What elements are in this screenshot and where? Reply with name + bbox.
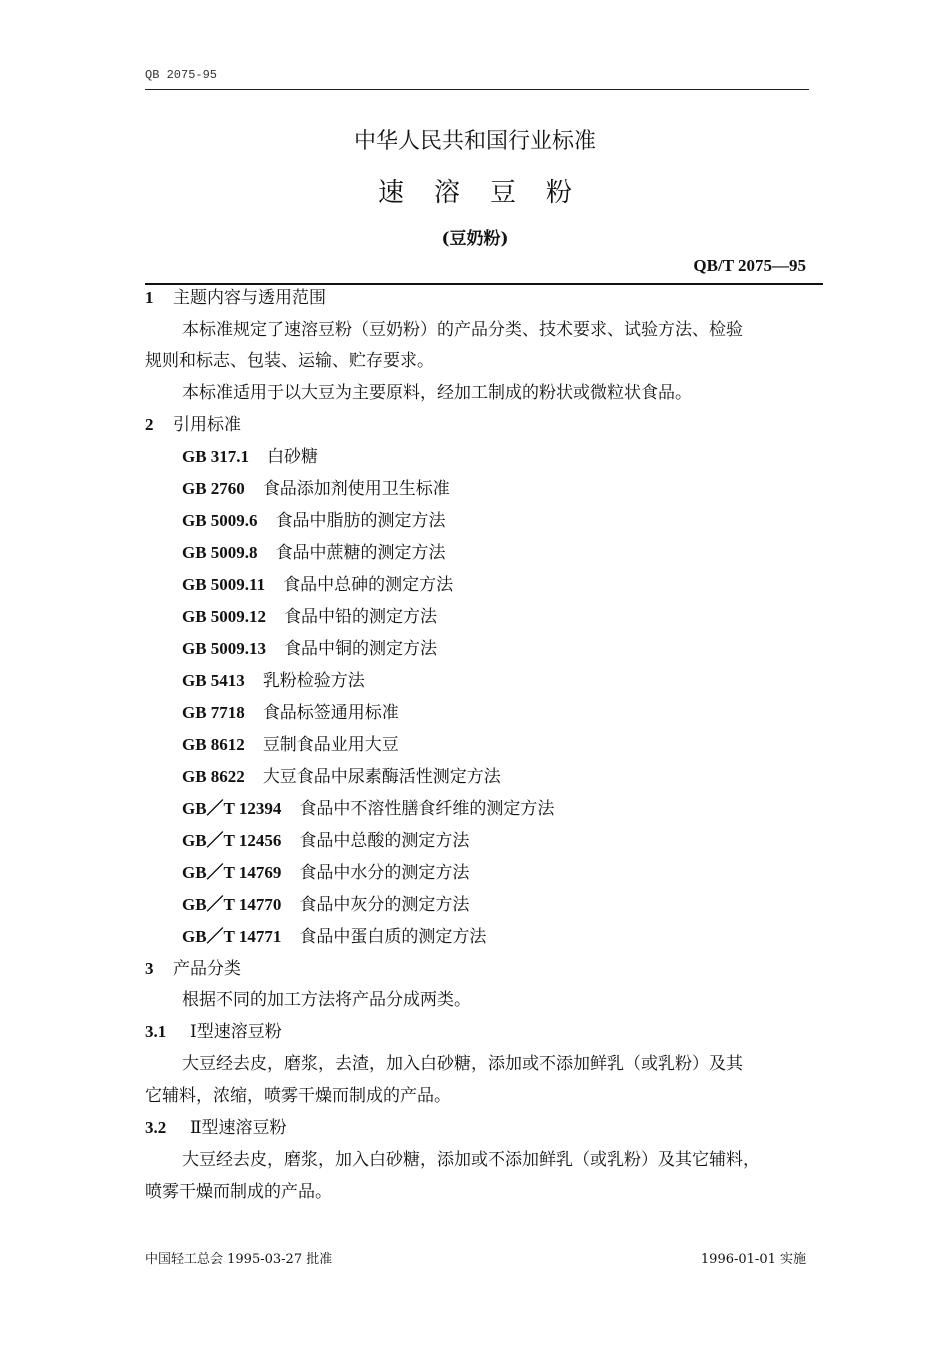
reference-title: 豆制食品业用大豆 <box>262 735 399 755</box>
reference-item <box>182 543 446 563</box>
reference-item <box>182 703 399 723</box>
reference-title: 食品中铅的测定方法 <box>284 607 438 627</box>
reference-code: GB 5413 <box>182 671 245 690</box>
reference-title: 食品中不溶性膳食纤维的测定方法 <box>299 799 555 819</box>
reference-item <box>182 831 469 851</box>
paragraph-line: 它辅料，浓缩，喷雾干燥而制成的产品。 <box>145 1086 451 1106</box>
reference-title: 食品添加剂使用卫生标准 <box>262 479 450 499</box>
paragraph-line: 本标准适用于以大豆为主要原料，经加工制成的粉状或微粒状食品。 <box>182 383 692 403</box>
reference-item <box>182 927 486 947</box>
reference-item <box>182 863 469 883</box>
reference-title: 白砂糖 <box>267 447 319 467</box>
section-number: 3 <box>145 959 154 978</box>
effective-date: 1996-01-01 实施 <box>700 1252 806 1267</box>
standard-number: QB/T 2075—95 <box>693 256 806 275</box>
section-2-heading <box>145 415 241 435</box>
document-title: 速溶豆粉 <box>377 178 602 208</box>
paragraph-line: 大豆经去皮，磨浆，去渣，加入白砂糖，添加或不添加鲜乳（或乳粉）及其 <box>182 1054 743 1074</box>
reference-item <box>182 607 437 627</box>
approval-note: 中国轻工总会 1995-03-27 批准 <box>145 1252 333 1267</box>
paragraph-line: 本标准规定了速溶豆粉（豆奶粉）的产品分类、技术要求、试验方法、检验 <box>182 320 743 340</box>
reference-code: GB 2760 <box>182 479 245 498</box>
standard-type-heading: 中华人民共和国行业标准 <box>353 129 596 154</box>
reference-item <box>182 767 501 787</box>
document-subtitle: (豆奶粉) <box>441 229 509 249</box>
reference-code: GB／T 14769 <box>182 863 282 882</box>
reference-code: GB 5009.6 <box>182 511 258 530</box>
reference-title: 食品中铜的测定方法 <box>284 639 438 659</box>
reference-code: GB／T 12394 <box>182 799 282 818</box>
section-title: 引用标准 <box>173 415 241 435</box>
reference-item <box>182 735 399 755</box>
section-title: 产品分类 <box>173 959 241 979</box>
subsection-3-2-heading <box>145 1118 287 1138</box>
paragraph-line: 规则和标志、包装、运输、贮存要求。 <box>145 351 434 371</box>
section-3-heading <box>145 959 241 979</box>
paragraph-line: 根据不同的加工方法将产品分成两类。 <box>182 990 471 1010</box>
reference-code: GB／T 14770 <box>182 895 282 914</box>
reference-code: GB 5009.11 <box>182 575 266 594</box>
reference-code: GB 8612 <box>182 735 245 754</box>
reference-item <box>182 479 450 499</box>
reference-item <box>182 575 453 595</box>
reference-item <box>182 511 446 531</box>
reference-title: 大豆食品中尿素酶活性测定方法 <box>262 767 501 787</box>
subsection-title: Ⅱ型速溶豆粉 <box>190 1118 287 1138</box>
reference-title: 乳粉检验方法 <box>262 671 365 691</box>
reference-code: GB 5009.8 <box>182 543 258 562</box>
reference-code: GB 5009.12 <box>182 607 267 626</box>
reference-code: GB 8622 <box>182 767 245 786</box>
subsection-number: 3.2 <box>145 1118 167 1137</box>
section-title: 主题内容与透用范围 <box>173 288 326 308</box>
reference-item <box>182 671 365 691</box>
header-divider <box>145 89 809 90</box>
section-number: 2 <box>145 415 154 434</box>
paragraph-line: 喷雾干燥而制成的产品。 <box>145 1182 332 1202</box>
header-code: QB 2075-95 <box>145 68 218 82</box>
reference-title: 食品中灰分的测定方法 <box>299 895 470 915</box>
reference-title: 食品标签通用标准 <box>262 703 399 723</box>
reference-title: 食品中水分的测定方法 <box>299 863 470 883</box>
subsection-title: Ⅰ型速溶豆粉 <box>190 1022 282 1042</box>
reference-code: GB 7718 <box>182 703 245 722</box>
reference-item <box>182 447 318 467</box>
reference-code: GB 317.1 <box>182 447 250 466</box>
reference-item <box>182 895 469 915</box>
reference-title: 食品中蛋白质的测定方法 <box>299 927 487 947</box>
section-1-heading <box>145 288 326 308</box>
paragraph-line: 大豆经去皮，磨浆，加入白砂糖，添加或不添加鲜乳（或乳粉）及其它辅料， <box>182 1150 760 1170</box>
reference-title: 食品中总砷的测定方法 <box>283 575 454 595</box>
reference-code: GB／T 14771 <box>182 927 282 946</box>
subsection-3-1-heading <box>145 1022 282 1042</box>
section-number: 1 <box>145 288 154 307</box>
reference-title: 食品中蔗糖的测定方法 <box>275 543 446 563</box>
reference-item <box>182 799 554 819</box>
title-divider <box>145 283 823 285</box>
reference-item <box>182 639 437 659</box>
reference-code: GB 5009.13 <box>182 639 267 658</box>
reference-title: 食品中脂肪的测定方法 <box>275 511 446 531</box>
reference-code: GB／T 12456 <box>182 831 282 850</box>
subsection-number: 3.1 <box>145 1022 167 1041</box>
reference-title: 食品中总酸的测定方法 <box>299 831 470 851</box>
